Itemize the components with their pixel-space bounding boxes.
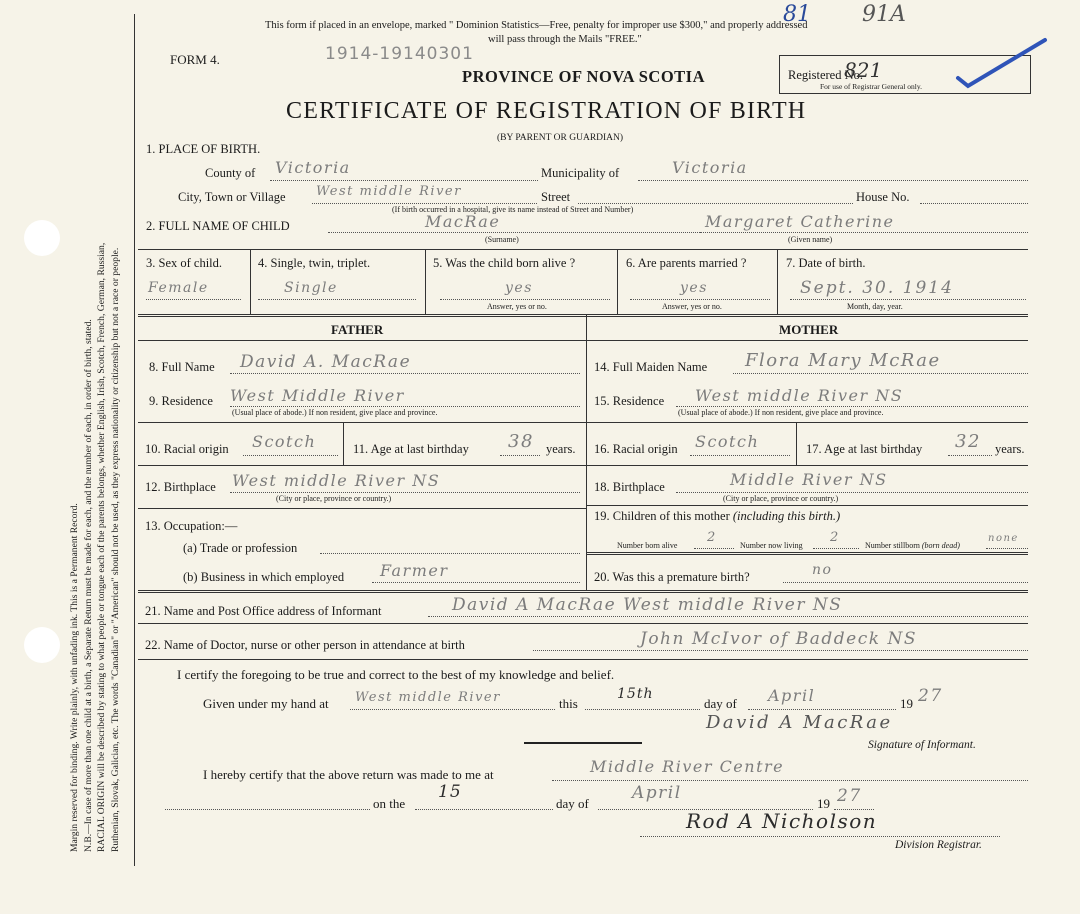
- rule-m4: [586, 552, 1028, 555]
- rule-headings: [138, 340, 1028, 341]
- married-caption: Answer, yes or no.: [662, 302, 722, 311]
- date-caption: Month, day, year.: [847, 302, 903, 311]
- born-alive-line: [694, 548, 734, 549]
- informant-value: David A MacRae West middle River NS: [452, 595, 843, 615]
- mother-residence-caption: (Usual place of abode.) If non resident, give place and province.: [678, 408, 884, 417]
- given-value: Margaret Catherine: [705, 212, 895, 231]
- certify-text: I certify the foregoing to be true and correct to the best of my knowledge and belief.: [177, 667, 615, 682]
- rule-21: [138, 623, 1028, 624]
- corner-mark: 81: [783, 2, 811, 27]
- signature-caption: Signature of Informant.: [868, 739, 976, 751]
- registrar-day-line: [415, 809, 553, 810]
- rule-m2: [586, 465, 1028, 466]
- place-of-birth-label: 1. PLACE OF BIRTH.: [146, 142, 261, 156]
- registrar-year-value: 27: [837, 786, 862, 806]
- county-line: [270, 180, 538, 181]
- married-line: [630, 299, 770, 300]
- certificate-title: CERTIFICATE OF REGISTRATION OF BIRTH: [286, 98, 807, 124]
- registered-label: Registered No.: [788, 68, 863, 82]
- given-day-line: [585, 709, 700, 710]
- mother-racial-label: 16. Racial origin: [594, 442, 678, 456]
- margin-line-2: N.B.—In case of more than one child at a birth, a Separate Return must be made for each, and the number of each, in order of birth, stated.: [82, 319, 94, 852]
- now-living-value: 2: [830, 530, 840, 545]
- born-alive-value: 2: [707, 530, 717, 545]
- father-age-line: [500, 455, 540, 456]
- business-value: Farmer: [380, 561, 449, 580]
- municipality-label: Municipality of: [541, 166, 620, 180]
- given-this-label: this: [559, 696, 578, 711]
- born-alive-label: Number born alive: [617, 541, 678, 550]
- given-month-line: [748, 709, 896, 710]
- municipality-value: Victoria: [672, 158, 748, 177]
- mother-residence-value: West middle River NS: [695, 386, 904, 405]
- mother-racial-value: Scotch: [695, 432, 760, 451]
- alive-value: yes: [505, 280, 533, 296]
- sex-label: 3. Sex of child.: [146, 256, 223, 270]
- rule-f1: [138, 422, 586, 423]
- punch-hole-bottom: [24, 627, 60, 663]
- rule-short-separator: [524, 742, 642, 744]
- mother-racial-line: [690, 455, 790, 456]
- date-label: 7. Date of birth.: [786, 256, 866, 270]
- father-residence-label: 9. Residence: [149, 394, 213, 408]
- stillborn-label: [865, 541, 960, 550]
- children-label-text: 19. Children of this mother: [594, 509, 730, 523]
- father-racial-label: 10. Racial origin: [145, 442, 229, 456]
- mother-name-line: [733, 373, 1028, 374]
- date-line: [790, 299, 1026, 300]
- rule-m1: [586, 422, 1028, 423]
- registrar-caption: Division Registrar.: [895, 839, 982, 851]
- given-day-value: 15th: [617, 686, 654, 702]
- given-place-line: [350, 709, 555, 710]
- father-residence-line: [230, 406, 580, 407]
- mother-name-label: 14. Full Maiden Name: [594, 360, 708, 374]
- mother-birthplace-label: 18. Birthplace: [594, 480, 665, 494]
- premature-label: 20. Was this a premature birth?: [594, 570, 750, 584]
- rule-f2: [138, 465, 586, 466]
- doctor-label: 22. Name of Doctor, nurse or other person in attendance at birth: [145, 638, 465, 652]
- margin-line-4: Ruthenian, Slovak, Galician, etc. The words "Canadian" or "American" should not be used, as they express nationality or citizenship but not a race or people.: [109, 247, 121, 852]
- registrar-month-value: April: [632, 783, 682, 803]
- children-label-italic: (including this birth.): [732, 509, 841, 523]
- trade-line: [320, 553, 580, 554]
- informant-line: [428, 616, 1028, 617]
- rule-m3: [586, 505, 1028, 506]
- father-birthplace-label: 12. Birthplace: [145, 480, 216, 494]
- city-value: West middle River: [316, 184, 462, 199]
- alive-label: 5. Was the child born alive ?: [433, 256, 576, 270]
- surname-caption: (Surname): [485, 235, 519, 244]
- date-value: Sept. 30. 1914: [800, 278, 954, 298]
- informant-signature: David A MacRae: [706, 712, 893, 733]
- given-place-value: West middle River: [355, 690, 501, 705]
- stillborn-label-italic: (born dead): [921, 541, 960, 550]
- rule-f3: [138, 508, 586, 509]
- mother-residence-line: [676, 406, 1028, 407]
- full-name-label: 2. FULL NAME OF CHILD: [146, 219, 290, 233]
- father-name-label: 8. Full Name: [149, 360, 215, 374]
- alive-line: [440, 299, 610, 300]
- province-heading: PROVINCE OF NOVA SCOTIA: [462, 67, 705, 86]
- registrar-place-line: [552, 780, 1028, 781]
- registered-sub: For use of Registrar General only.: [820, 82, 922, 91]
- house-line: [920, 203, 1028, 204]
- given-line: [700, 232, 1028, 233]
- father-residence-value: West Middle River: [230, 386, 405, 405]
- registration-id-handwritten: 1914-19140301: [325, 44, 474, 64]
- business-label: (b) Business in which employed: [183, 570, 345, 584]
- corner-mark-2: 91A: [862, 2, 906, 27]
- given-month-value: April: [768, 686, 816, 705]
- doctor-line: [533, 650, 1028, 651]
- rule-f-age: [343, 422, 344, 465]
- premature-line: [783, 582, 1028, 583]
- rule-child-v4: [777, 249, 778, 314]
- single-line: [258, 299, 416, 300]
- father-years: years.: [546, 442, 576, 456]
- father-racial-line: [243, 455, 338, 456]
- mother-name-value: Flora Mary McRae: [745, 350, 941, 371]
- stillborn-value: none: [988, 533, 1019, 544]
- registrar-place-value: Middle River Centre: [590, 757, 785, 776]
- hospital-note: (If birth occurred in a hospital, give its name instead of Street and Number): [392, 205, 634, 214]
- mother-heading: MOTHER: [779, 322, 839, 337]
- single-label: 4. Single, twin, triplet.: [258, 256, 371, 270]
- father-birthplace-value: West middle River NS: [232, 471, 441, 490]
- given-caption: (Given name): [788, 235, 833, 244]
- envelope-note: This form if placed in an envelope, marked " Dominion Statistics—Free, penalty for improper use $300," and properly addressed: [265, 20, 808, 31]
- father-name-value: David A. MacRae: [240, 352, 412, 372]
- rule-child-bottom: [138, 314, 1028, 317]
- father-residence-caption: (Usual place of abode.) If non resident, give place and province.: [232, 408, 438, 417]
- sex-line: [146, 299, 241, 300]
- margin-rule: [134, 14, 135, 866]
- house-label: House No.: [856, 190, 910, 204]
- punch-hole-top: [24, 220, 60, 256]
- doctor-value: John McIvor of Baddeck NS: [640, 629, 917, 649]
- city-label: City, Town or Village: [178, 190, 286, 204]
- rule-22: [138, 659, 1028, 660]
- married-value: yes: [680, 280, 708, 296]
- mother-residence-label: 15. Residence: [594, 394, 665, 408]
- business-line: [372, 582, 580, 583]
- mother-birthplace-value: Middle River NS: [730, 470, 888, 489]
- given-year-value: 27: [918, 686, 943, 706]
- registrar-onthe-label: on the: [373, 796, 406, 811]
- registrar-signature-line: [640, 836, 1000, 837]
- certificate-subtitle: (BY PARENT OR GUARDIAN): [497, 133, 624, 143]
- father-birthplace-caption: (City or place, province or country.): [276, 494, 392, 503]
- alive-caption: Answer, yes or no.: [487, 302, 547, 311]
- margin-line-3: RACIAL ORIGIN will be described by stating to what people or tongue each of the parents belongs, whether English, Irish, Scotch, French, German, Russian,: [96, 242, 108, 852]
- given-under-label: Given under my hand at: [203, 696, 329, 711]
- rule-child-v3: [617, 249, 618, 314]
- blue-checkmark: [950, 30, 1050, 90]
- mother-age-value: 32: [955, 431, 981, 452]
- municipality-line: [638, 180, 1028, 181]
- county-value: Victoria: [275, 158, 351, 177]
- registrar-dayof-label: day of: [556, 796, 589, 811]
- father-heading: FATHER: [331, 322, 384, 337]
- now-living-label: Number now living: [740, 541, 803, 550]
- street-label: Street: [541, 190, 571, 204]
- children-label: [594, 509, 840, 524]
- stillborn-label-text: Number stillborn: [865, 541, 920, 550]
- registrar-blank-line: [165, 809, 370, 810]
- trade-label: (a) Trade or profession: [183, 541, 298, 555]
- given-year-prefix: 19: [900, 696, 913, 711]
- rule-center: [586, 314, 587, 590]
- premature-value: no: [812, 562, 833, 578]
- rule-child-v2: [425, 249, 426, 314]
- registered-value: 821: [844, 58, 883, 82]
- rule-child-top: [138, 249, 1028, 250]
- margin-line-1: Margin reserved for binding. Write plainly, with unfading ink. This is a Permanent Record.: [69, 503, 80, 852]
- now-living-line: [813, 548, 859, 549]
- rule-m-age: [796, 422, 797, 465]
- mother-birthplace-caption: (City or place, province or country.): [723, 494, 839, 503]
- single-value: Single: [284, 280, 338, 296]
- form-number: FORM 4.: [170, 52, 220, 67]
- registrar-day-value: 15: [438, 782, 462, 802]
- margin-instructions: [68, 243, 122, 852]
- father-name-line: [230, 373, 580, 374]
- rule-sections-bottom: [138, 590, 1028, 593]
- informant-label: 21. Name and Post Office address of Informant: [145, 604, 382, 618]
- mother-age-label: 17. Age at last birthday: [806, 442, 923, 456]
- surname-line: [328, 232, 700, 233]
- registrar-text: I hereby certify that the above return was made to me at: [203, 767, 494, 782]
- registrar-year-prefix: 19: [817, 796, 830, 811]
- father-age-value: 38: [508, 431, 534, 452]
- mother-years: years.: [995, 442, 1025, 456]
- street-line: [578, 203, 853, 204]
- father-birthplace-line: [230, 492, 580, 493]
- occupation-label: 13. Occupation:—: [145, 519, 238, 533]
- registrar-signature: Rod A Nicholson: [686, 809, 878, 833]
- city-line: [312, 203, 537, 204]
- father-racial-value: Scotch: [252, 432, 317, 451]
- sex-value: Female: [148, 280, 209, 296]
- mother-birthplace-line: [676, 492, 1028, 493]
- mother-age-line: [948, 455, 992, 456]
- county-label: County of: [205, 166, 256, 180]
- rule-child-v1: [250, 249, 251, 314]
- envelope-note-2: will pass through the Mails "FREE.": [488, 34, 642, 45]
- father-age-label: 11. Age at last birthday: [353, 442, 469, 456]
- given-dayof-label: day of: [704, 696, 737, 711]
- stillborn-line: [986, 548, 1028, 549]
- surname-value: MacRae: [425, 212, 501, 231]
- married-label: 6. Are parents married ?: [626, 256, 747, 270]
